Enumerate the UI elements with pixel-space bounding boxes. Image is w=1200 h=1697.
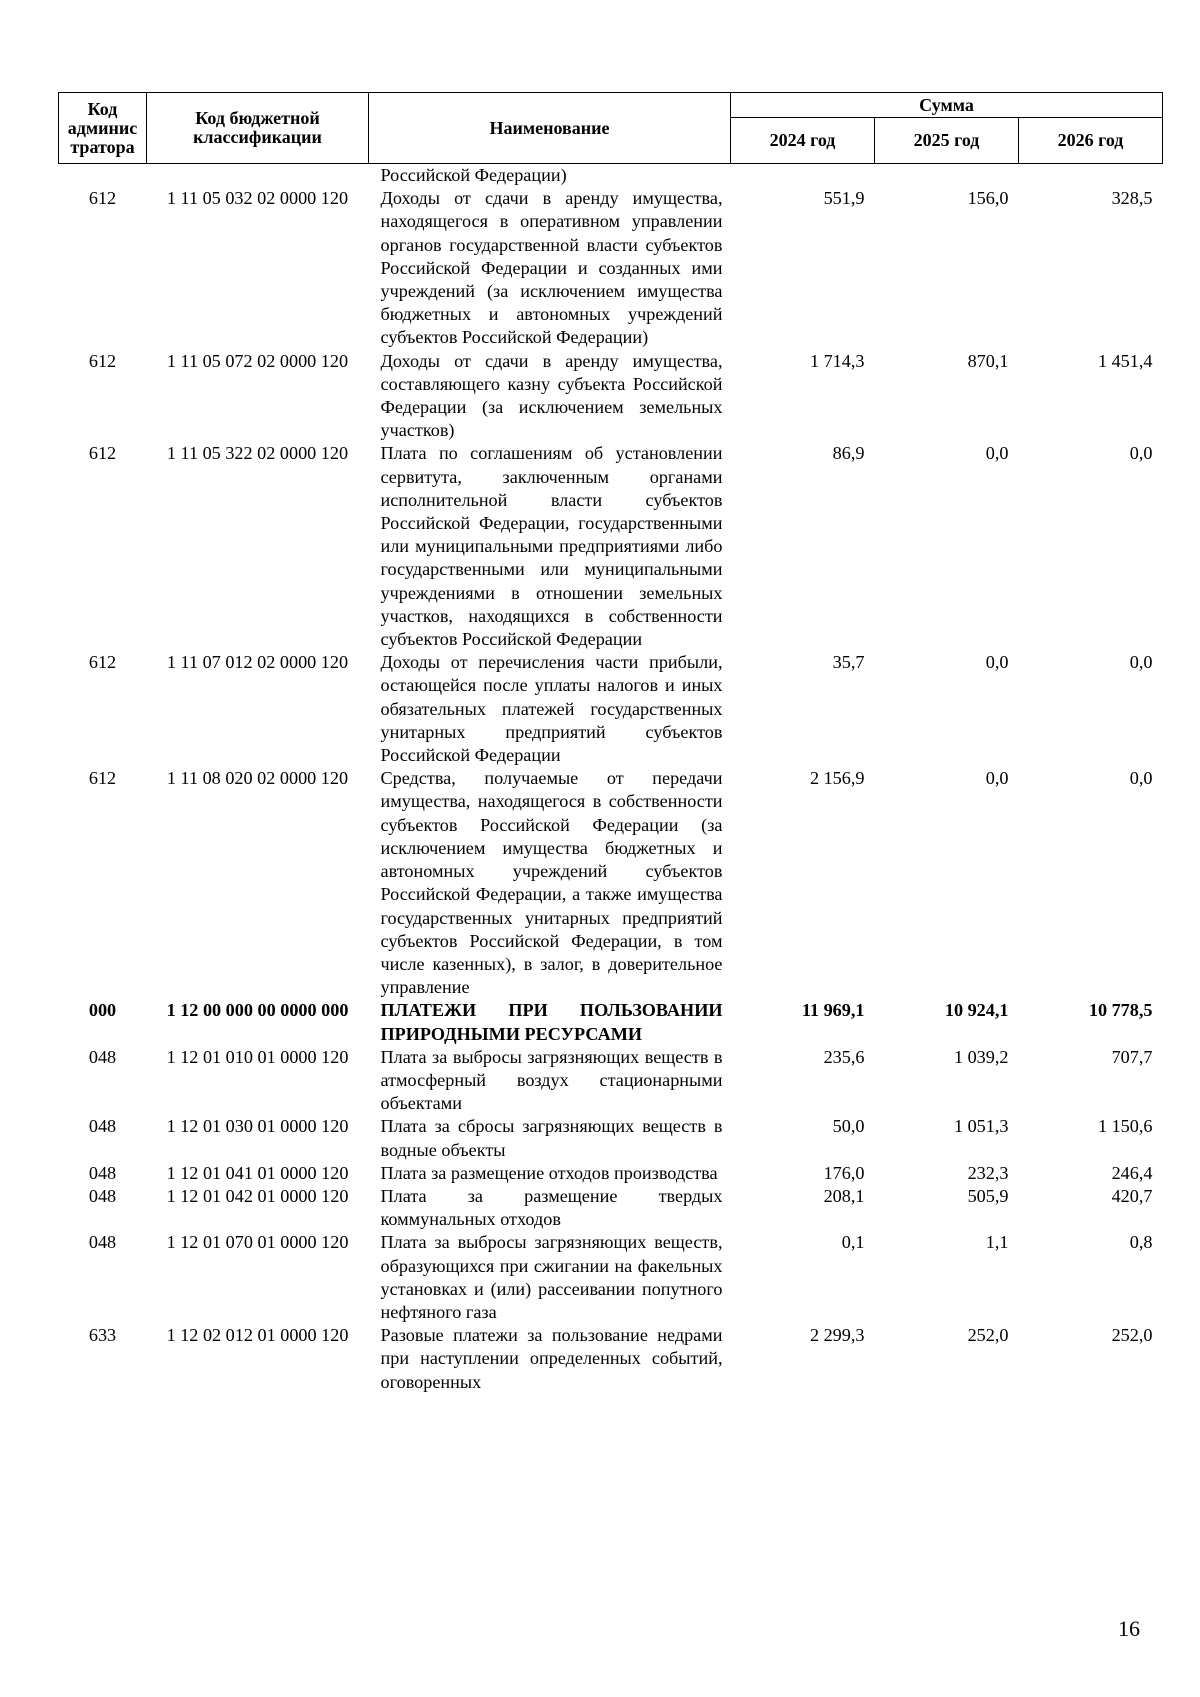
revenue-name-cell: ПЛАТЕЖИ ПРИ ПОЛЬЗОВАНИИ ПРИРОДНЫМИ РЕСУРСАМИ xyxy=(380,1000,723,1044)
amount-2025-cell: 0,0 xyxy=(985,768,1009,789)
table-row xyxy=(59,1162,1163,1185)
amount-2024-cell: 2 156,9 xyxy=(809,768,865,789)
administrator-code-cell: 612 xyxy=(88,188,117,209)
amount-2026-cell: 1 451,4 xyxy=(1097,350,1153,371)
header-name: Наименование xyxy=(369,93,731,164)
revenue-name-cell: Плата за размещение отходов производства xyxy=(380,1162,718,1183)
amount-2026-cell: 1 150,6 xyxy=(1097,1116,1153,1137)
administrator-code-cell: 048 xyxy=(88,1046,117,1067)
continuation-text: Российской Федерации) xyxy=(380,165,567,185)
amount-2026-cell: 707,7 xyxy=(1111,1046,1153,1067)
budget-code-cell: 1 12 00 000 00 0000 000 xyxy=(166,1000,349,1021)
table-row xyxy=(59,999,1163,1045)
budget-code-cell: 1 12 01 010 01 0000 120 xyxy=(166,1046,349,1067)
revenue-name-cell: Средства, получаемые от передачи имущества, находящегося в собственности субъектов Российской Федерации (за исключением имущества бюджетных и автономных учреждений субъектов Российской Федерации, а также имущества государственных унитарных предприятий субъектов Российской Федерации, в том числе казенных), в залог, в доверительное управление xyxy=(380,768,723,998)
amount-2024-cell: 11 969,1 xyxy=(801,1000,865,1021)
amount-2026-cell: 252,0 xyxy=(1111,1325,1153,1346)
administrator-code-cell: 048 xyxy=(88,1116,117,1137)
amount-2025-cell: 505,9 xyxy=(967,1185,1009,1206)
header-year-2026: 2026 год xyxy=(1019,118,1163,164)
revenue-name-cell: Доходы от сдачи в аренду имущества, составляющего казну субъекта Российской Федерации (за исключением земельных участков) xyxy=(380,350,723,441)
table-row xyxy=(59,1046,1163,1116)
amount-2026-cell: 0,0 xyxy=(1129,443,1153,464)
amount-2025-cell: 0,0 xyxy=(985,652,1009,673)
administrator-code-cell: 048 xyxy=(88,1232,117,1253)
page-number: 16 xyxy=(1118,1616,1140,1641)
budget-code-cell: 1 12 02 012 01 0000 120 xyxy=(166,1325,349,1346)
table-row xyxy=(59,651,1163,767)
revenue-name-cell: Доходы от сдачи в аренду имущества, находящегося в оперативном управлении органов государственной власти субъектов Российской Федерации и созданных ими учреждений (за исключением имущества бюджетных и автономных учреждений субъектов Российской Федерации) xyxy=(380,188,723,348)
amount-2025-cell: 870,1 xyxy=(967,350,1009,371)
amount-2024-cell: 176,0 xyxy=(823,1162,865,1183)
amount-2024-cell: 235,6 xyxy=(823,1046,865,1067)
amount-2026-cell: 0,8 xyxy=(1129,1232,1153,1253)
amount-2025-cell: 1,1 xyxy=(985,1232,1009,1253)
budget-revenue-table xyxy=(58,92,1163,1394)
header-administrator-code: Код админис тратора xyxy=(59,93,147,164)
table-row xyxy=(59,187,1163,349)
header-sum: Сумма xyxy=(731,93,1163,118)
amount-2024-cell: 50,0 xyxy=(832,1116,865,1137)
administrator-code-cell: 633 xyxy=(88,1325,117,1346)
amount-2025-cell: 156,0 xyxy=(967,188,1009,209)
table-row xyxy=(59,1324,1163,1394)
budget-code-cell: 1 12 01 030 01 0000 120 xyxy=(166,1116,349,1137)
administrator-code-cell: 000 xyxy=(88,1000,117,1021)
amount-2025-cell: 0,0 xyxy=(985,443,1009,464)
amount-2024-cell: 208,1 xyxy=(823,1185,865,1206)
amount-2024-cell: 551,9 xyxy=(823,188,865,209)
header-budget-classification-code: Код бюджетной классификации xyxy=(147,93,369,164)
amount-2025-cell: 1 039,2 xyxy=(953,1046,1009,1067)
header-year-2024: 2024 год xyxy=(731,118,875,164)
amount-2025-cell: 10 924,1 xyxy=(944,1000,1009,1021)
amount-2024-cell: 2 299,3 xyxy=(809,1325,865,1346)
amount-2025-cell: 252,0 xyxy=(967,1325,1009,1346)
amount-2026-cell: 0,0 xyxy=(1129,652,1153,673)
budget-code-cell: 1 11 05 032 02 0000 120 xyxy=(166,188,349,209)
amount-2026-cell: 0,0 xyxy=(1129,768,1153,789)
table-row xyxy=(59,350,1163,443)
continuation-row xyxy=(59,164,1163,188)
header-year-2025: 2025 год xyxy=(875,118,1019,164)
table-row xyxy=(59,1115,1163,1161)
budget-code-cell: 1 11 07 012 02 0000 120 xyxy=(166,652,349,673)
revenue-name-cell: Плата по соглашениям об установлении сервитута, заключенным органами исполнительной власти субъектов Российской Федерации, государственными или муниципальными предприятиями либо государственными или муниципальными учреждениями в отношении земельных участков, находящихся в собственности субъектов Российской Федерации xyxy=(380,443,723,650)
revenue-name-cell: Плата за сбросы загрязняющих веществ в водные объекты xyxy=(380,1116,723,1160)
amount-2024-cell: 0,1 xyxy=(841,1232,865,1253)
administrator-code-cell: 612 xyxy=(88,768,117,789)
amount-2024-cell: 35,7 xyxy=(832,652,865,673)
amount-2024-cell: 1 714,3 xyxy=(809,350,865,371)
administrator-code-cell: 612 xyxy=(88,652,117,673)
revenue-name-cell: Плата за выбросы загрязняющих веществ в атмосферный воздух стационарными объектами xyxy=(380,1046,723,1114)
amount-2026-cell: 420,7 xyxy=(1111,1185,1153,1206)
revenue-name-cell: Плата за выбросы загрязняющих веществ, образующихся при сжигании на факельных установках и (или) рассеивании попутного нефтяного газа xyxy=(380,1232,723,1322)
table-header xyxy=(59,93,1163,164)
budget-code-cell: 1 12 01 070 01 0000 120 xyxy=(166,1232,349,1253)
budget-code-cell: 1 11 08 020 02 0000 120 xyxy=(166,768,349,789)
amount-2026-cell: 10 778,5 xyxy=(1088,1000,1153,1021)
amount-2024-cell: 86,9 xyxy=(832,443,865,464)
budget-code-cell: 1 11 05 322 02 0000 120 xyxy=(166,443,349,464)
table-row xyxy=(59,442,1163,651)
table-row xyxy=(59,767,1163,999)
amount-2026-cell: 246,4 xyxy=(1111,1162,1153,1183)
budget-code-cell: 1 12 01 041 01 0000 120 xyxy=(166,1162,349,1183)
budget-code-cell: 1 12 01 042 01 0000 120 xyxy=(166,1185,349,1206)
revenue-name-cell: Плата за размещение твердых коммунальных отходов xyxy=(380,1185,723,1230)
budget-code-cell: 1 11 05 072 02 0000 120 xyxy=(166,350,349,371)
administrator-code-cell: 612 xyxy=(88,443,117,464)
administrator-code-cell: 048 xyxy=(88,1162,117,1183)
table-row xyxy=(59,1231,1163,1324)
revenue-name-cell: Доходы от перечисления части прибыли, остающейся после уплаты налогов и иных обязательных платежей государственных унитарных предприятий субъектов Российской Федерации xyxy=(380,652,723,766)
amount-2026-cell: 328,5 xyxy=(1111,188,1153,209)
table-body xyxy=(59,164,1163,1394)
amount-2025-cell: 232,3 xyxy=(967,1162,1009,1183)
administrator-code-cell: 048 xyxy=(88,1185,117,1206)
revenue-name-cell: Разовые платежи за пользование недрами при наступлении определенных событий, оговоренных xyxy=(380,1325,723,1392)
administrator-code-cell: 612 xyxy=(88,350,117,371)
table-row xyxy=(59,1185,1163,1231)
amount-2025-cell: 1 051,3 xyxy=(953,1116,1009,1137)
